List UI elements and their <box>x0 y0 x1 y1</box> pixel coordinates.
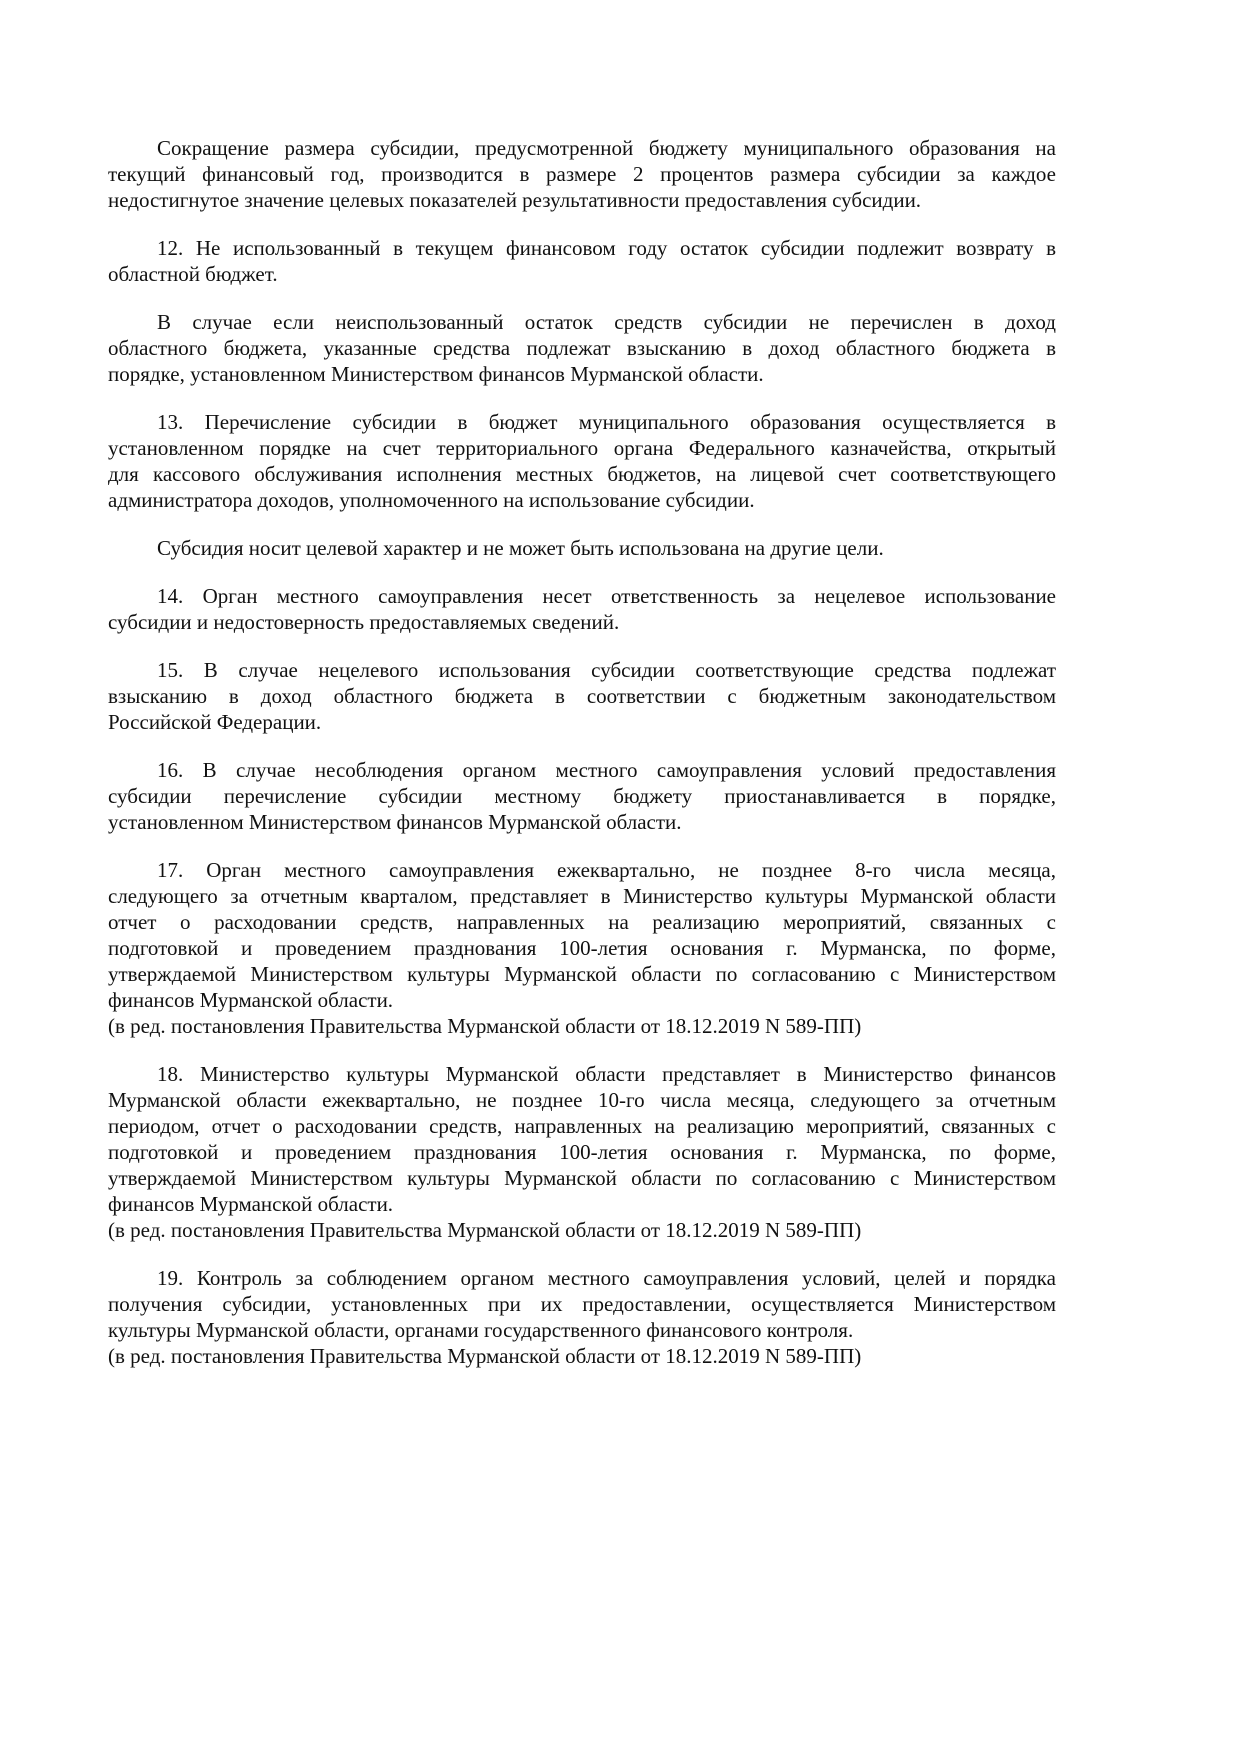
text-line: областной бюджет. <box>108 262 278 286</box>
text-line: отчет о расходовании средств, направленных на реализацию мероприятий, связанных с <box>108 910 1056 934</box>
paragraph <box>108 857 1056 1039</box>
text-line: следующего за отчетным кварталом, представляет в Министерство культуры Мурманской области <box>108 884 1056 908</box>
text-line: 13. Перечисление субсидии в бюджет муниципального образования осуществляется в <box>157 410 1056 434</box>
text-line: финансов Мурманской области. <box>108 988 394 1012</box>
text-line: администратора доходов, уполномоченного на использование субсидии. <box>108 488 755 512</box>
text-line: областного бюджета, указанные средства подлежат взысканию в доход областного бюджета в <box>108 336 1056 360</box>
text-line: подготовкой и проведением празднования 100-летия основания г. Мурманска, по форме, <box>108 1140 1056 1164</box>
paragraph <box>108 583 1056 635</box>
text-line: субсидии перечисление субсидии местному бюджету приостанавливается в порядке, <box>108 784 1056 808</box>
text-line: 14. Орган местного самоуправления несет ответственность за нецелевое использование <box>157 584 1056 608</box>
paragraph <box>108 535 1056 561</box>
text-line: 15. В случае нецелевого использования субсидии соответствующие средства подлежат <box>157 658 1056 682</box>
text-line: Мурманской области ежеквартально, не позднее 10-го числа месяца, следующего за отчетным <box>108 1088 1056 1112</box>
text-line: подготовкой и проведением празднования 100-летия основания г. Мурманска, по форме, <box>108 936 1056 960</box>
text-line: субсидии и недостоверность предоставляемых сведений. <box>108 610 620 634</box>
text-line: установленном Министерством финансов Мурманской области. <box>108 810 682 834</box>
text-line: получения субсидии, установленных при их предоставлении, осуществляется Министерством <box>108 1292 1056 1316</box>
text-line: 19. Контроль за соблюдением органом местного самоуправления условий, целей и порядка <box>157 1266 1056 1290</box>
text-line: культуры Мурманской области, органами государственного финансового контроля. <box>108 1318 854 1342</box>
paragraph <box>108 657 1056 735</box>
text-line: для кассового обслуживания исполнения местных бюджетов, на лицевой счет соответствующего <box>108 462 1056 486</box>
text-line: периодом, отчет о расходовании средств, направленных на реализацию мероприятий, связанных с <box>108 1114 1056 1138</box>
paragraph <box>108 1265 1056 1369</box>
amendment-reference: (в ред. постановления Правительства Мурманской области от 18.12.2019 N 589-ПП) <box>108 1014 862 1038</box>
paragraph <box>108 235 1056 287</box>
paragraph <box>108 309 1056 387</box>
text-line: установленном порядке на счет территориального органа Федерального казначейства, открытый <box>108 436 1056 460</box>
document-page <box>108 135 1056 1391</box>
paragraph <box>108 409 1056 513</box>
paragraph <box>108 135 1056 213</box>
text-line: 18. Министерство культуры Мурманской области представляет в Министерство финансов <box>157 1062 1056 1086</box>
text-line: финансов Мурманской области. <box>108 1192 394 1216</box>
text-line: утверждаемой Министерством культуры Мурманской области по согласованию с Министерством <box>108 1166 1056 1190</box>
paragraph <box>108 757 1056 835</box>
amendment-reference: (в ред. постановления Правительства Мурманской области от 18.12.2019 N 589-ПП) <box>108 1218 862 1242</box>
text-line: Субсидия носит целевой характер и не может быть использована на другие цели. <box>157 536 884 560</box>
text-line: текущий финансовый год, производится в размере 2 процентов размера субсидии за каждое <box>108 162 1056 186</box>
text-line: Российской Федерации. <box>108 710 322 734</box>
text-line: 17. Орган местного самоуправления ежеквартально, не позднее 8-го числа месяца, <box>157 858 1056 882</box>
text-line: недостигнутое значение целевых показателей результативности предоставления субсидии. <box>108 188 922 212</box>
text-line: взысканию в доход областного бюджета в соответствии с бюджетным законодательством <box>108 684 1056 708</box>
paragraph <box>108 1061 1056 1243</box>
text-line: 12. Не использованный в текущем финансовом году остаток субсидии подлежит возврату в <box>157 236 1056 260</box>
text-line: В случае если неиспользованный остаток средств субсидии не перечислен в доход <box>157 310 1056 334</box>
amendment-reference: (в ред. постановления Правительства Мурманской области от 18.12.2019 N 589-ПП) <box>108 1344 862 1368</box>
text-line: Сокращение размера субсидии, предусмотренной бюджету муниципального образования на <box>157 136 1056 160</box>
text-line: порядке, установленном Министерством финансов Мурманской области. <box>108 362 764 386</box>
text-line: 16. В случае несоблюдения органом местного самоуправления условий предоставления <box>157 758 1056 782</box>
text-line: утверждаемой Министерством культуры Мурманской области по согласованию с Министерством <box>108 962 1056 986</box>
